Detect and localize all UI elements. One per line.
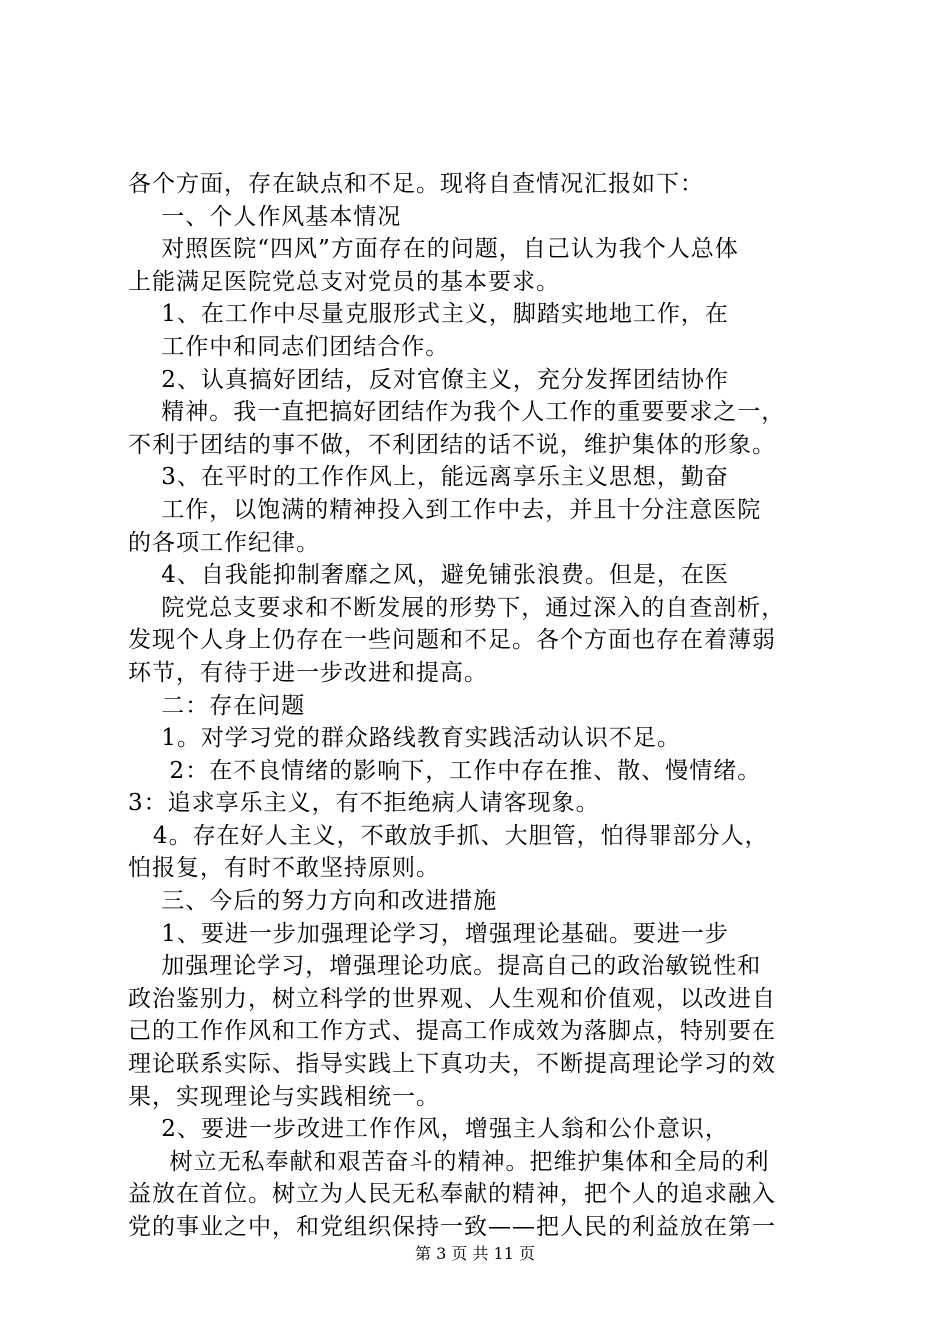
text-line: 3：追求享乐主义，有不拒绝病人请客现象。: [128, 790, 600, 817]
text-line: 上能满足医院党总支对党员的基本要求。: [128, 268, 560, 295]
page-number-footer: 第 3 页 共 11 页: [415, 1244, 535, 1263]
text-line: 发现个人身上仍存在一些问题和不足。各个方面也存在着薄弱: [128, 627, 776, 654]
text-line: 1、要进一步加强理论学习，增强理论基础。要进一步: [128, 920, 729, 947]
document-body: [128, 168, 828, 1244]
text-line: 2、认真搞好团结，反对官僚主义，充分发挥团结协作: [128, 366, 729, 393]
text-line: 怕报复，有时不敢坚持原则。: [128, 855, 440, 882]
text-line: 精神。我一直把搞好团结作为我个人工作的重要要求之一，: [128, 399, 786, 426]
text-line: 二：存在问题: [128, 692, 306, 719]
text-line: 不利于团结的事不做，不利团结的话不说，维护集体的形象。: [128, 431, 776, 458]
text-line: 益放在首位。树立为人民无私奉献的精神，把个人的追求融入: [128, 1181, 776, 1208]
text-line: 树立无私奉献和艰苦奋斗的精神。把维护集体和全局的利: [128, 1148, 770, 1175]
text-line: 各个方面，存在缺点和不足。现将自查情况汇报如下：: [128, 171, 704, 197]
text-line: 工作中和同志们团结合作。: [128, 333, 450, 360]
text-line: 加强理论学习，增强理论功底。提高自己的政治敏锐性和: [128, 953, 762, 980]
text-line: 院党总支要求和不断发展的形势下，通过深入的自查剖析，: [128, 594, 786, 621]
text-line: 2：在不良情绪的影响下，工作中存在推、散、慢情绪。: [128, 757, 762, 784]
text-line: 一、个人作风基本情况: [128, 203, 402, 230]
text-line: 4、自我能抑制奢靡之风，避免铺张浪费。但是，在医: [128, 562, 729, 589]
text-line: 1、在工作中尽量克服形式主义，脚踏实地地工作，在: [128, 301, 729, 328]
text-line: 政治鉴别力，树立科学的世界观、人生观和价值观，以改进自: [128, 985, 776, 1012]
text-line: 对照医院“四风”方面存在的问题，自己认为我个人总体: [128, 236, 739, 263]
text-line: 己的工作作风和工作方式、提高工作成效为落脚点，特别要在: [128, 1018, 776, 1045]
text-line: 三、今后的努力方向和改进措施: [128, 888, 498, 915]
text-line: 党的事业之中，和党组织保持一致——把人民的利益放在第一: [128, 1214, 776, 1240]
text-line: 环节，有待于进一步改进和提高。: [128, 659, 488, 686]
text-line: 理论联系实际、指导实践上下真功夫，不断提高理论学习的效: [128, 1051, 776, 1078]
text-line: 4。存在好人主义，不敢放手抓、大胆管，怕得罪部分人，: [128, 822, 769, 849]
text-line: 2、要进一步改进工作作风，增强主人翁和公仆意识，: [128, 1116, 729, 1143]
text-line: 3、在平时的工作作风上，能远离享乐主义思想，勤奋: [128, 464, 729, 491]
text-line: 的各项工作纪律。: [128, 529, 320, 556]
text-line: 果，实现理论与实践相统一。: [128, 1083, 440, 1110]
text-line: 工作，以饱满的精神投入到工作中去，并且十分注意医院: [128, 496, 762, 523]
text-line: 1。对学习党的群众路线教育实践活动认识不足。: [128, 725, 681, 752]
